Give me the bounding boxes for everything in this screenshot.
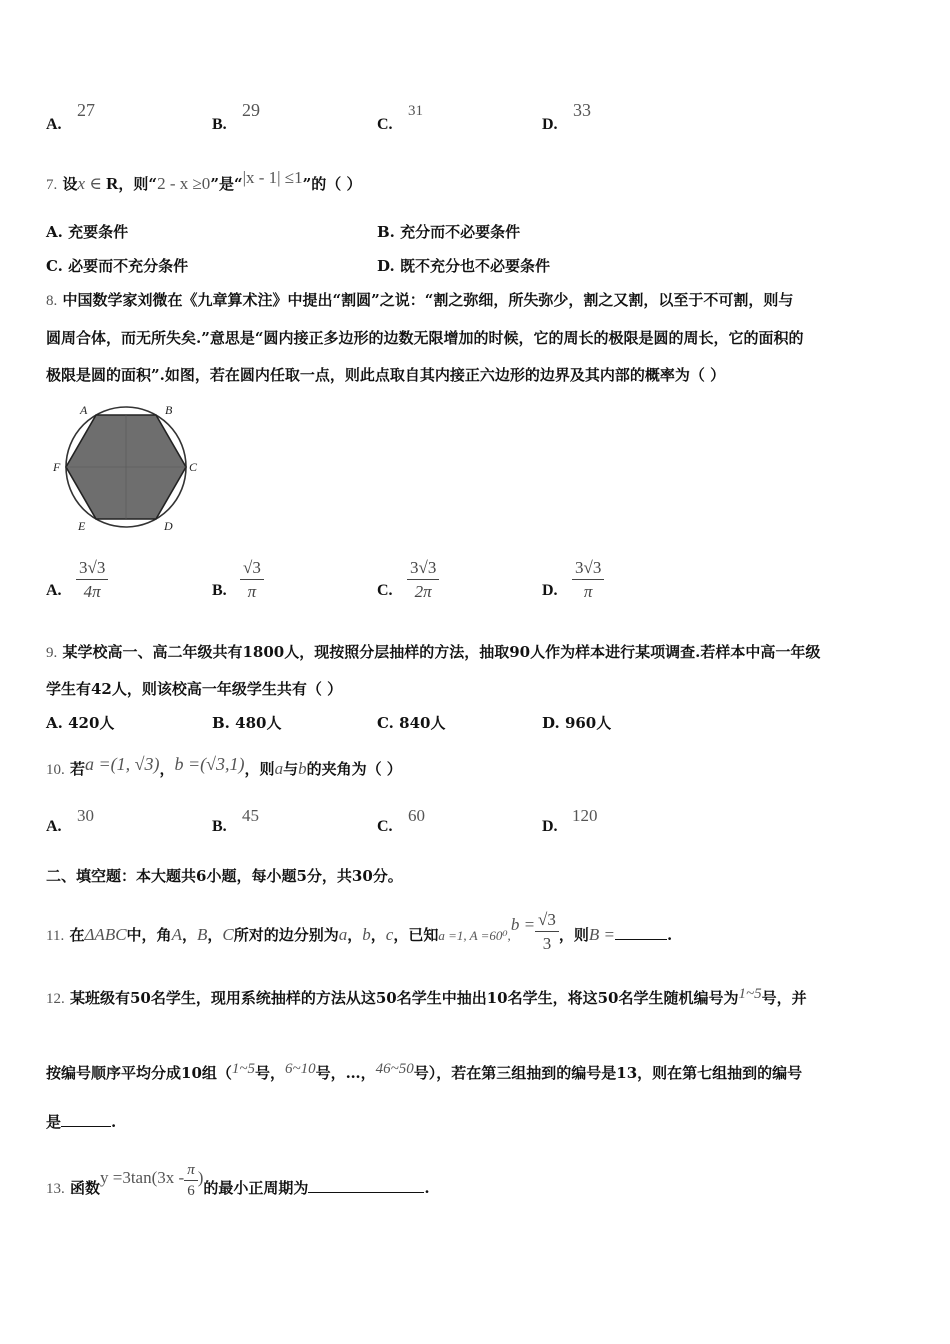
q7-option-d-label: D.	[377, 257, 395, 275]
vertex-label-b: B	[165, 403, 173, 417]
q10-option-b-value: 45	[242, 806, 259, 825]
q12-line2	[46, 1062, 802, 1083]
q8-option-c-fraction	[407, 558, 439, 602]
q11-t4: ，已知	[393, 926, 439, 944]
q8-line1	[46, 289, 793, 310]
q13-t1: 函数	[69, 1179, 100, 1197]
q7-expr2: |x - 1| ≤1	[242, 168, 303, 187]
q7-option-b-label: B.	[377, 223, 395, 241]
q9-option-a	[46, 712, 114, 733]
q9-option-b-text: 480人	[235, 714, 282, 732]
q6-option-b-label: B.	[212, 116, 227, 133]
q7-number: 7.	[46, 177, 58, 193]
q12-line2a: 按编号顺序平均分成10组（	[46, 1064, 232, 1082]
q7-text-end: ”的（ ）	[302, 175, 362, 193]
q7-option-a	[46, 221, 128, 242]
q10-option-c-value: 60	[408, 806, 425, 825]
q11-comma: ，	[347, 926, 363, 944]
q6-option-c-value: 31	[408, 103, 423, 119]
q8-line2: 圆周合体，而无所失矣.”意思是“圆内接正多边形的边数无限增加的时候，它的周长的极限是圆的周长，它的面积的	[46, 329, 804, 347]
q8-option-d-den: π	[583, 582, 593, 601]
q10-option-a-label: A.	[46, 818, 62, 835]
q11-triangle: ΔABC	[84, 925, 127, 944]
q11-comma: ，	[370, 926, 386, 944]
q12-group-1: 1~5	[231, 1061, 256, 1077]
q9-option-b-label: B.	[212, 714, 230, 732]
q8-option-c-label: C.	[377, 582, 393, 599]
q11-t1: 在	[69, 926, 85, 944]
q11-b-eq: b =	[510, 915, 536, 934]
q11-side-c: c	[385, 925, 394, 944]
q8-option-b-den: π	[247, 582, 257, 601]
q7-option-c	[46, 255, 188, 276]
q13-stem	[46, 1162, 430, 1208]
q12-number: 12.	[46, 991, 65, 1007]
q11-t3: 所对的边分别为	[233, 926, 339, 944]
q8-option-a-label: A.	[46, 582, 62, 599]
q6-option-b-value: 29	[242, 100, 260, 120]
q7-option-a-label: A.	[46, 223, 63, 241]
q12-answer-blank[interactable]	[61, 1112, 111, 1127]
q8-line1-text: 中国数学家刘微在《九章算术注》中提出“割圆”之说：“割之弥细，所失弥少，割之又割，以至于不可割，则与	[62, 291, 794, 309]
q9-option-a-text: 420人	[68, 714, 115, 732]
q9-option-d	[542, 712, 611, 733]
q9-option-c	[377, 712, 445, 733]
q8-option-a-num: 3√3	[76, 558, 108, 580]
q11-b-num: √3	[535, 910, 559, 932]
q11-angle-c: C	[222, 925, 234, 944]
q12-range-all: 1~5	[738, 986, 762, 1002]
q12-h2: 号，…，	[315, 1064, 376, 1082]
q8-option-b-label: B.	[212, 582, 227, 599]
q7-expr1: 2 - x ≥0	[157, 174, 211, 193]
q13-close-paren: )	[197, 1168, 204, 1187]
q8-option-a-den: 4π	[83, 582, 101, 601]
q12-group-10: 46~50	[375, 1061, 414, 1077]
q13-answer-blank[interactable]	[308, 1178, 424, 1193]
q10-stem	[46, 754, 402, 779]
q9-option-d-label: D.	[542, 714, 560, 732]
q10-text-end: 的夹角为（ ）	[306, 760, 402, 778]
q10-vector-a: a =(1, √3)	[85, 754, 160, 774]
q13-end: .	[424, 1179, 430, 1197]
q11-t5: ，则	[558, 926, 589, 944]
q11-side-b: b	[362, 925, 371, 944]
q9-line1	[46, 641, 820, 662]
q11-given: a =1, A =60⁰,	[438, 928, 511, 943]
q10-var-a: a	[274, 759, 284, 778]
q12-line3-text: 是	[46, 1113, 62, 1131]
q8-option-b-num: √3	[240, 558, 264, 580]
q8-option-c-den: 2π	[414, 582, 432, 601]
q11-ask: B =	[588, 925, 616, 944]
q6-option-a-label: A.	[46, 116, 62, 133]
vertex-label-d: D	[164, 519, 173, 533]
q11-b-fraction	[535, 910, 559, 954]
q12-line1	[46, 987, 807, 1008]
q8-option-a-fraction	[76, 558, 108, 602]
q6-option-c-label: C.	[377, 116, 393, 133]
q11-b-den: 3	[542, 934, 552, 953]
q10-option-d-value: 120	[572, 806, 598, 825]
q11-comma: ，	[207, 926, 223, 944]
vertex-label-e: E	[78, 519, 86, 533]
q10-text-mid: ，则	[244, 760, 275, 778]
q6-option-d-value: 33	[573, 100, 591, 120]
q9-option-c-label: C.	[377, 714, 394, 732]
q11-answer-blank[interactable]	[615, 925, 667, 940]
q11-angle-b: B	[196, 925, 208, 944]
q7-option-b	[377, 221, 520, 242]
vertex-label-f: F	[53, 460, 61, 474]
q9-number: 9.	[46, 645, 58, 661]
q9-option-d-text: 960人	[564, 714, 612, 732]
q9-line2: 学生有42人，则该校高一年级学生共有（ ）	[46, 680, 343, 698]
q8-line3: 极限是圆的面积”.如图，若在圆内任取一点，则此点取自其内接正六边形的边界及其内部的概率为（ ）	[46, 366, 726, 384]
q8-number: 8.	[46, 293, 58, 309]
q9-option-a-label: A.	[46, 714, 63, 732]
q10-vector-b: b =(√3,1)	[174, 754, 245, 774]
q6-option-a-value: 27	[77, 100, 95, 120]
q7-text-pre: 设	[62, 175, 78, 193]
q13-six: 6	[187, 1183, 195, 1199]
q9-option-c-text: 840人	[399, 714, 446, 732]
q10-yu: 与	[283, 760, 299, 778]
q13-t2: 的最小正周期为	[203, 1179, 309, 1197]
q7-option-c-text: 必要而不充分条件	[68, 257, 189, 275]
q11-comma: ，	[181, 926, 197, 944]
q12-end: .	[111, 1113, 117, 1131]
q13-function: y =3tan(3x -	[100, 1168, 185, 1187]
q12-h1: 号，	[255, 1064, 286, 1082]
q7-option-d	[377, 255, 550, 276]
q7-text-mid1: ，则“	[118, 175, 158, 193]
q7-option-d-text: 既不充分也不必要条件	[399, 257, 550, 275]
q11-number: 11.	[46, 928, 65, 944]
q7-option-b-text: 充分而不必要条件	[400, 223, 521, 241]
q12-line2b: 号），若在第三组抽到的编号是13，则在第七组抽到的编号	[413, 1064, 803, 1082]
q12-line1a: 某班级有50名学生，现用系统抽样的方法从这50名学生中抽出10名学生，将这50名学生随机编号为	[69, 989, 739, 1007]
q7-text-mid2: ”是“	[210, 175, 243, 193]
q7-stem	[46, 168, 362, 194]
vertex-label-c: C	[189, 460, 198, 474]
q7-cond-r: R	[106, 174, 119, 193]
q8-option-b-fraction	[240, 558, 264, 602]
q8-option-d-label: D.	[542, 582, 558, 599]
q7-option-c-label: C.	[46, 257, 63, 275]
q9-option-b	[212, 712, 281, 733]
q13-number: 13.	[46, 1181, 65, 1197]
q8-option-d-fraction	[572, 558, 604, 602]
q10-sep: ，	[159, 760, 175, 778]
q11-side-a: a	[338, 925, 348, 944]
q8-option-d-num: 3√3	[572, 558, 604, 580]
q12-line3	[46, 1111, 116, 1132]
hexagon-in-circle-figure	[50, 400, 210, 538]
q10-option-d-label: D.	[542, 818, 558, 835]
q12-line1b: 号，并	[761, 989, 807, 1007]
q10-var-b: b	[298, 759, 307, 778]
q10-option-c-label: C.	[377, 818, 393, 835]
q7-cond-x: x ∈	[77, 174, 107, 193]
q10-number: 10.	[46, 762, 65, 778]
q8-option-c-num: 3√3	[407, 558, 439, 580]
q13-pi-over-6	[184, 1162, 198, 1200]
q6-option-d-label: D.	[542, 116, 558, 133]
q11-t2: 中，角	[126, 926, 172, 944]
q10-text-pre: 若	[69, 760, 85, 778]
vertex-label-a: A	[80, 403, 88, 417]
q12-group-2: 6~10	[285, 1061, 316, 1077]
section-2-title: 二、填空题：本大题共6小题，每小题5分，共30分。	[46, 867, 403, 885]
q7-option-a-text: 充要条件	[68, 223, 129, 241]
q10-option-b-label: B.	[212, 818, 227, 835]
q11-stem	[46, 910, 673, 958]
q13-pi: π	[184, 1162, 198, 1181]
q9-line1-text: 某学校高一、高二年级共有1800人，现按照分层抽样的方法，抽取90人作为样本进行某项调查.若样本中高一年级	[62, 643, 821, 661]
q11-end: .	[667, 926, 673, 944]
q11-angle-a: A	[171, 925, 182, 944]
q10-option-a-value: 30	[77, 806, 94, 825]
